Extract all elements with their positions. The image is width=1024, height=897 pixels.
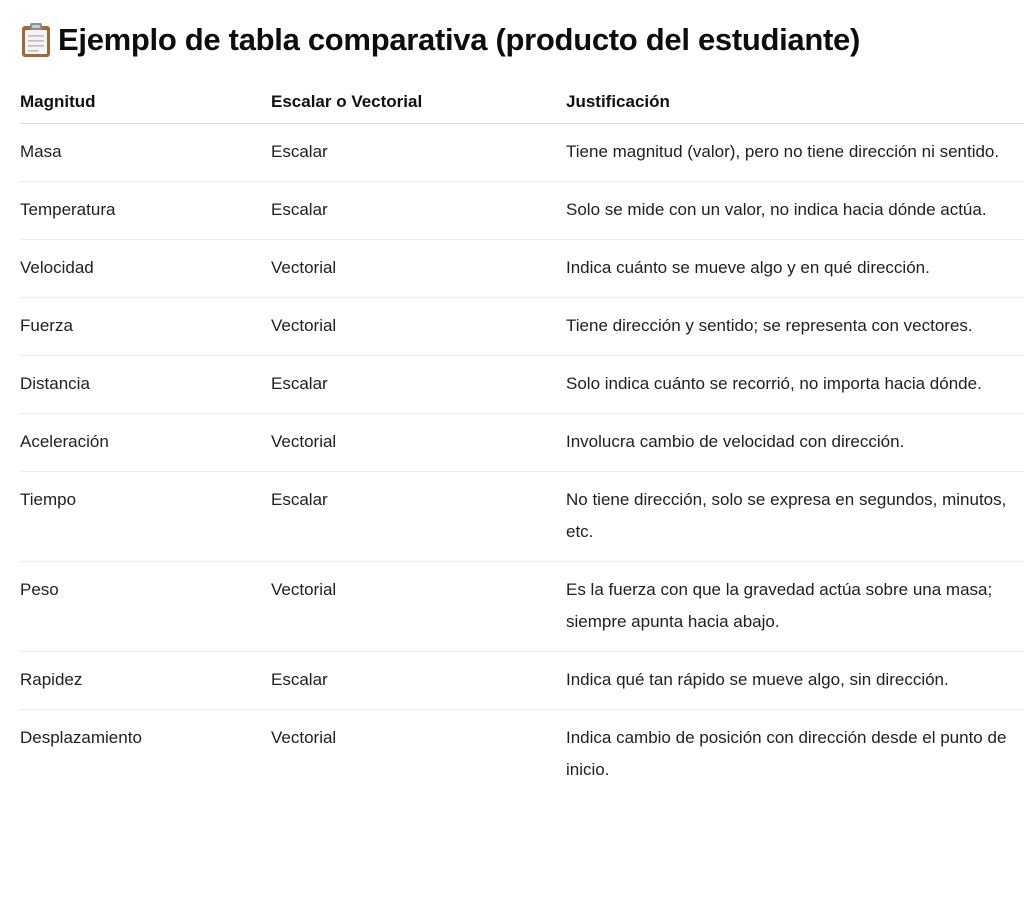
document-page [20,0,1024,897]
cell-tipo: Escalar [271,356,566,414]
cell-justificacion: Indica cuánto se mueve algo y en qué dirección. [566,240,1024,298]
table-row [20,182,1024,240]
table-row [20,124,1024,182]
cell-tipo: Vectorial [271,240,566,298]
cell-magnitud: Desplazamiento [20,728,142,747]
clipboard-icon [20,22,52,58]
cell-tipo: Vectorial [271,728,337,747]
cell-tipo: Vectorial [271,562,566,652]
cell-justificacion: Tiene magnitud (valor), pero no tiene dirección ni sentido. [566,124,1024,182]
cell-tipo: Escalar [271,652,566,710]
cell-magnitud: Distancia [20,356,271,414]
cell-magnitud: Aceleración [20,414,271,472]
cell-magnitud: Tiempo [20,472,271,562]
cell-justificacion: Involucra cambio de velocidad con dirección. [566,414,1024,472]
table-row [20,414,1024,472]
page-title [20,18,860,62]
comparison-table [20,82,1024,799]
cell-tipo: Vectorial [271,414,566,472]
table-row [20,710,1024,800]
cell-magnitud: Peso [20,562,271,652]
cell-tipo: Escalar [271,182,566,240]
table-row [20,240,1024,298]
cell-justificacion: Es la fuerza con que la gravedad actúa sobre una masa; siempre apunta hacia abajo. [566,562,1024,652]
cell-magnitud: Velocidad [20,240,271,298]
cell-magnitud: Masa [20,124,271,182]
column-header-justificacion: Justificación [566,82,1024,124]
cell-justificacion: Indica qué tan rápido se mueve algo, sin dirección. [566,652,1024,710]
table-row [20,472,1024,562]
table-row [20,356,1024,414]
cell-justificacion: Tiene dirección y sentido; se representa con vectores. [566,298,1024,356]
table-row [20,652,1024,710]
cell-justificacion: Indica cambio de posición con dirección desde el punto de inicio. [566,728,1007,779]
table-row [20,562,1024,652]
cell-justificacion: Solo se mide con un valor, no indica hacia dónde actúa. [566,182,1024,240]
cell-magnitud: Rapidez [20,652,271,710]
column-header-magnitud: Magnitud [20,82,271,124]
cell-magnitud: Temperatura [20,182,271,240]
table-header-row [20,82,1024,124]
table-row [20,298,1024,356]
cell-magnitud: Fuerza [20,298,271,356]
cell-justificacion: No tiene dirección, solo se expresa en segundos, minutos, etc. [566,472,1024,562]
cell-tipo: Vectorial [271,298,566,356]
page-title-text: Ejemplo de tabla comparativa (producto del estudiante) [58,22,861,57]
column-header-tipo: Escalar o Vectorial [271,82,566,124]
cell-tipo: Escalar [271,124,566,182]
cell-tipo: Escalar [271,472,566,562]
cell-justificacion: Solo indica cuánto se recorrió, no importa hacia dónde. [566,356,1024,414]
